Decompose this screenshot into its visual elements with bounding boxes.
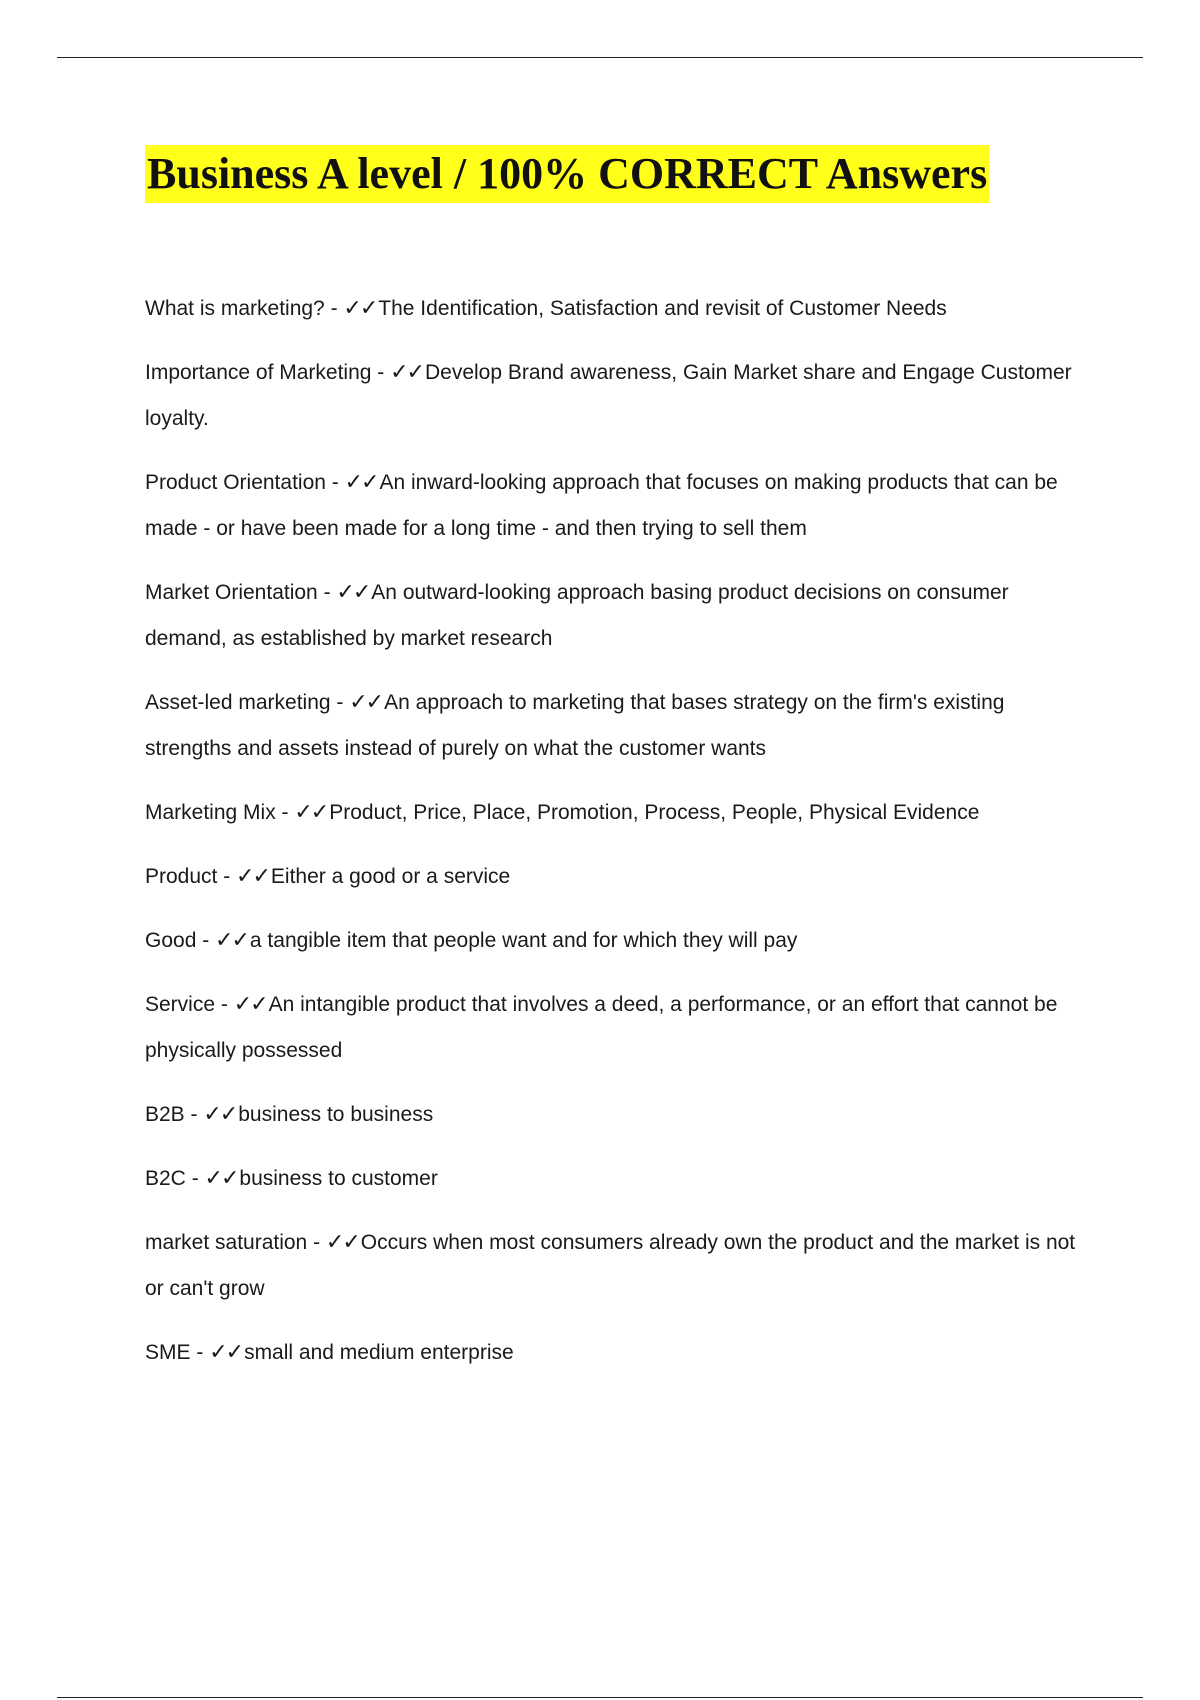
qa-item bbox=[145, 1092, 1095, 1138]
qa-answer: Develop Brand awareness, Gain Market share and Engage Customer loyalty. bbox=[145, 361, 1072, 430]
qa-list bbox=[145, 286, 1095, 1394]
document-title: Business A level / 100% CORRECT Answers bbox=[145, 145, 989, 203]
qa-term: B2B bbox=[145, 1103, 185, 1126]
qa-term: B2C bbox=[145, 1167, 186, 1190]
double-check-icon: ✓✓ bbox=[325, 1230, 359, 1255]
qa-answer: An intangible product that involves a deed, a performance, or an effort that cannot be physically possessed bbox=[145, 993, 1058, 1062]
qa-item bbox=[145, 1220, 1095, 1312]
qa-separator: - bbox=[324, 297, 344, 320]
qa-separator: - bbox=[215, 993, 234, 1016]
qa-term: What is marketing? bbox=[145, 297, 325, 320]
qa-separator: - bbox=[371, 361, 391, 384]
qa-item bbox=[145, 854, 1095, 900]
top-rule bbox=[57, 57, 1143, 58]
double-check-icon: ✓✓ bbox=[215, 928, 248, 953]
qa-term: Product Orientation bbox=[145, 471, 326, 494]
qa-answer: business to customer bbox=[239, 1167, 438, 1190]
qa-answer: Product, Price, Place, Promotion, Process, People, Physical Evidence bbox=[329, 801, 980, 824]
double-check-icon: ✓✓ bbox=[203, 1102, 237, 1127]
double-check-icon: ✓✓ bbox=[209, 1340, 243, 1365]
qa-answer: An inward-looking approach that focuses on making products that can be made - or have been made for a long time - and then trying to sell them bbox=[145, 471, 1058, 540]
qa-answer: business to business bbox=[238, 1103, 434, 1126]
double-check-icon: ✓✓ bbox=[336, 580, 370, 605]
qa-term: Product bbox=[145, 865, 218, 888]
qa-separator: - bbox=[307, 1231, 326, 1254]
qa-separator: - bbox=[330, 691, 350, 714]
double-check-icon: ✓✓ bbox=[390, 360, 423, 385]
qa-separator: - bbox=[184, 1103, 204, 1126]
double-check-icon: ✓✓ bbox=[343, 296, 377, 321]
qa-item bbox=[145, 460, 1095, 552]
double-check-icon: ✓✓ bbox=[294, 800, 328, 825]
qa-term: Importance of Marketing bbox=[145, 361, 372, 384]
qa-item bbox=[145, 286, 1095, 332]
qa-item bbox=[145, 350, 1095, 442]
qa-separator: - bbox=[325, 471, 345, 494]
qa-answer: The Identification, Satisfaction and revisit of Customer Needs bbox=[378, 297, 947, 320]
qa-answer: small and medium enterprise bbox=[244, 1341, 514, 1364]
qa-item bbox=[145, 570, 1095, 662]
double-check-icon: ✓✓ bbox=[236, 864, 269, 889]
qa-answer: An approach to marketing that bases strategy on the firm's existing strengths and assets instead of purely on what the customer wants bbox=[145, 691, 1005, 760]
qa-separator: - bbox=[275, 801, 295, 824]
qa-item bbox=[145, 680, 1095, 772]
document-title-block bbox=[145, 145, 989, 203]
qa-item bbox=[145, 982, 1095, 1074]
qa-term: SME bbox=[145, 1341, 191, 1364]
qa-term: Asset-led marketing bbox=[145, 691, 331, 714]
qa-item bbox=[145, 790, 1095, 836]
qa-separator: - bbox=[196, 929, 216, 952]
double-check-icon: ✓✓ bbox=[233, 992, 267, 1017]
double-check-icon: ✓✓ bbox=[349, 690, 383, 715]
qa-item bbox=[145, 1330, 1095, 1376]
qa-item bbox=[145, 1156, 1095, 1202]
bottom-rule bbox=[57, 1697, 1143, 1698]
qa-item bbox=[145, 918, 1095, 964]
qa-answer: Either a good or a service bbox=[270, 865, 511, 888]
qa-term: Good bbox=[145, 929, 197, 952]
qa-answer: An outward-looking approach basing product decisions on consumer demand, as established by market research bbox=[145, 581, 1009, 650]
qa-separator: - bbox=[190, 1341, 210, 1364]
qa-separator: - bbox=[217, 865, 237, 888]
qa-answer: a tangible item that people want and for which they will pay bbox=[249, 929, 798, 952]
qa-term: Market Orientation bbox=[145, 581, 318, 604]
qa-answer: Occurs when most consumers already own the product and the market is not or can't grow bbox=[145, 1231, 1076, 1300]
double-check-icon: ✓✓ bbox=[204, 1166, 238, 1191]
qa-separator: - bbox=[185, 1167, 205, 1190]
qa-term: market saturation bbox=[145, 1231, 308, 1254]
double-check-icon: ✓✓ bbox=[344, 470, 378, 495]
qa-term: Service bbox=[145, 993, 216, 1016]
qa-term: Marketing Mix bbox=[145, 801, 276, 824]
qa-separator: - bbox=[317, 581, 337, 604]
